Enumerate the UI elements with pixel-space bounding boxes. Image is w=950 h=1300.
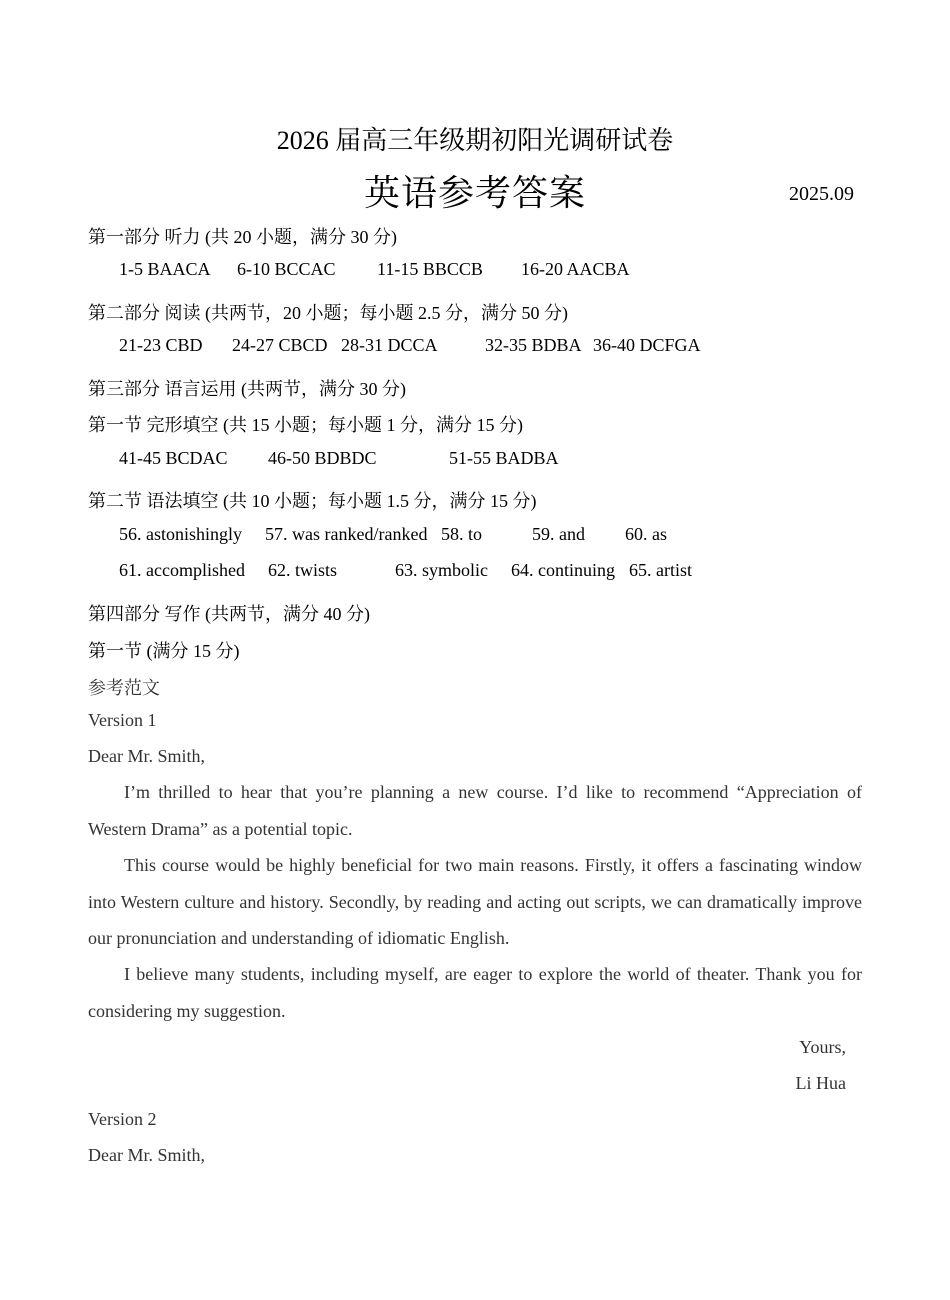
answer-group: 21-23 CBD (119, 335, 203, 355)
grammar-answer: 64. continuing (511, 560, 615, 580)
grammar-answer: 56. astonishingly (119, 524, 243, 544)
grammar-answer: 60. as (625, 524, 667, 544)
answer-group: 41-45 BCDAC (119, 448, 228, 468)
letter-signature: Li Hua (795, 1073, 846, 1093)
part4-section1-heading: 第一节 (满分 15 分) (88, 641, 240, 661)
answer-group: 28-31 DCCA (341, 335, 438, 355)
answer-group: 36-40 DCFGA (593, 335, 701, 355)
letter-greeting: Dear Mr. Smith, (88, 746, 205, 766)
document-subtitle: 英语参考答案 (363, 173, 586, 213)
grammar-answer: 58. to (441, 524, 483, 544)
answer-group: 11-15 BBCCB (377, 259, 483, 279)
part2-heading: 第二部分 阅读 (共两节，20 小题；每小题 2.5 分，满分 50 分) (88, 303, 568, 323)
grammar-answer: 61. accomplished (119, 560, 245, 580)
answer-group: 24-27 CBCD (232, 335, 328, 355)
document-title: 2026 届高三年级期初阳光调研试卷 (276, 126, 674, 155)
answer-group: 16-20 AACBA (521, 259, 630, 279)
grammar-answer: 65. artist (629, 560, 692, 580)
answer-group: 32-35 BDBA (485, 335, 582, 355)
letter-paragraph-1: I’m thrilled to hear that you’re planning a new course. I’d like to recommend “Appreciation of Western Drama” as a potential topic. (88, 782, 862, 839)
grammar-answer: 63. symbolic (395, 560, 488, 580)
letter-greeting: Dear Mr. Smith, (88, 1145, 205, 1165)
letter-paragraph-2: This course would be highly beneficial for two main reasons. Firstly, it offers a fascinating window into Western culture and history. Secondly, by reading and acting out scripts, we can dramatically improve our pronunciation and understanding of idiomatic English. (88, 855, 862, 948)
part3-heading: 第三部分 语言运用 (共两节，满分 30 分) (88, 379, 406, 399)
document-date: 2025.09 (789, 183, 854, 205)
part3-section1-heading: 第一节 完形填空 (共 15 小题；每小题 1 分，满分 15 分) (88, 415, 523, 435)
answer-group: 51-55 BADBA (449, 448, 559, 468)
grammar-answer: 62. twists (268, 560, 338, 580)
part3-section2-heading: 第二节 语法填空 (共 10 小题；每小题 1.5 分，满分 15 分) (88, 491, 537, 511)
answer-group: 1-5 BAACA (119, 259, 211, 279)
letter-paragraph-3: I believe many students, including myself, are eager to explore the world of theater. Thank you for considering my suggestion. (88, 964, 862, 1021)
grammar-answer: 57. was ranked/ranked (265, 524, 428, 544)
part1-heading: 第一部分 听力 (共 20 小题，满分 30 分) (88, 227, 397, 247)
part4-heading: 第四部分 写作 (共两节，满分 40 分) (88, 604, 370, 624)
sample-label: 参考范文 (88, 678, 160, 698)
version2-label: Version 2 (88, 1109, 157, 1129)
answer-group: 46-50 BDBDC (268, 448, 377, 468)
answer-group: 6-10 BCCAC (237, 259, 336, 279)
version1-label: Version 1 (88, 710, 157, 730)
grammar-answer: 59. and (532, 524, 585, 544)
letter-closing: Yours, (799, 1037, 846, 1057)
